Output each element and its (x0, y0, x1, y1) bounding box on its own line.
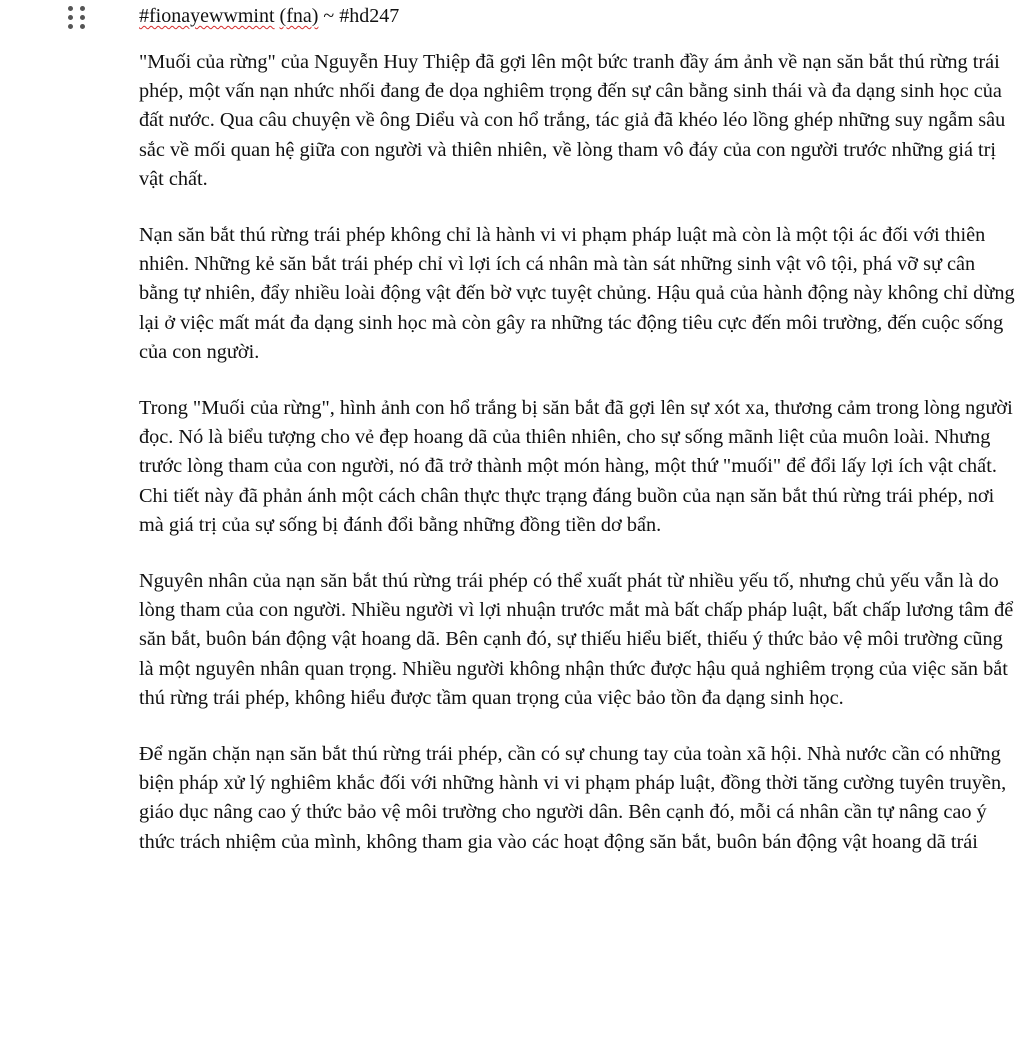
paragraph-5: Để ngăn chặn nạn săn bắt thú rừng trái phép, cần có sự chung tay của toàn xã hội. Nhà nước cần có những biện pháp xử lý nghiêm khắc đối với những hành vi vi phạm pháp luật, đồng thời tăng cường tuyên truyền, giáo dục nâng cao ý thức bảo vệ môi trường cho người dân. Bên cạnh đó, mỗi cá nhân cần tự nâng cao ý thức trách nhiệm của mình, không tham gia vào các hoạt động săn bắt, buôn bán động vật hoang dã trái (139, 743, 1007, 853)
drag-handle-icon[interactable] (66, 4, 86, 28)
drag-dot (80, 6, 85, 11)
header-code: #hd247 (339, 5, 400, 27)
drag-dot (68, 15, 73, 20)
header-handle: (fna) (279, 5, 319, 27)
paragraph-1: "Muối của rừng" của Nguyễn Huy Thiệp đã gợi lên một bức tranh đầy ám ảnh về nạn săn bắt thú rừng trái phép, một vấn nạn nhức nhối đang đe dọa nghiêm trọng đến sự cân bằng sinh thái và đa dạng sinh học của đất nước. Qua câu chuyện về ông Diểu và con hổ trắng, tác giả đã khéo léo lồng ghép những suy ngẫm sâu sắc về mối quan hệ giữa con người và thiên nhiên, về lòng tham vô đáy của con người trước những giá trị vật chất. (139, 51, 1006, 190)
header-hashtag: #fionayewwmint (139, 5, 275, 27)
paragraph-2: Nạn săn bắt thú rừng trái phép không chỉ là hành vi vi phạm pháp luật mà còn là một tội ác đối với thiên nhiên. Những kẻ săn bắt trái phép chỉ vì lợi ích cá nhân mà tàn sát những sinh vật vô tội, phá vỡ sự cân bằng tự nhiên, đẩy nhiều loài động vật đến bờ vực tuyệt chủng. Hậu quả của hành động này không chỉ dừng lại ở việc mất mát đa dạng sinh học mà còn gây ra những tác động tiêu cực đến môi trường, đến cuộc sống của con người. (139, 224, 1015, 363)
drag-dot (80, 24, 85, 29)
document-body (139, 0, 1015, 884)
post-header (139, 0, 1015, 32)
paragraph-4: Nguyên nhân của nạn săn bắt thú rừng trái phép có thể xuất phát từ nhiều yếu tố, nhưng chủ yếu vẫn là do lòng tham của con người. Nhiều người vì lợi nhuận trước mắt mà bất chấp pháp luật, bất chấp lương tâm để săn bắt, buôn bán động vật hoang dã. Bên cạnh đó, sự thiếu hiểu biết, thiếu ý thức bảo vệ môi trường cũng là một nguyên nhân quan trọng. Nhiều người không nhận thức được hậu quả nghiêm trọng của việc săn bắt thú rừng trái phép, không hiểu được tầm quan trọng của việc bảo tồn đa dạng sinh học. (139, 570, 1014, 709)
header-separator: ~ (318, 5, 340, 27)
paragraph-3: Trong "Muối của rừng", hình ảnh con hổ trắng bị săn bắt đã gợi lên sự xót xa, thương cảm trong lòng người đọc. Nó là biểu tượng cho vẻ đẹp hoang dã của thiên nhiên, cho sự sống mãnh liệt của muôn loài. Nhưng trước lòng tham của con người, nó đã trở thành một món hàng, một thứ "muối" để đổi lấy lợi ích vật chất. Chi tiết này đã phản ánh một cách chân thực thực trạng đáng buồn của nạn săn bắt thú rừng trái phép, nơi mà giá trị của sự sống bị đánh đổi bằng những đồng tiền dơ bẩn. (139, 397, 1013, 536)
drag-dot (68, 24, 73, 29)
drag-dot (68, 6, 73, 11)
drag-dot (80, 15, 85, 20)
